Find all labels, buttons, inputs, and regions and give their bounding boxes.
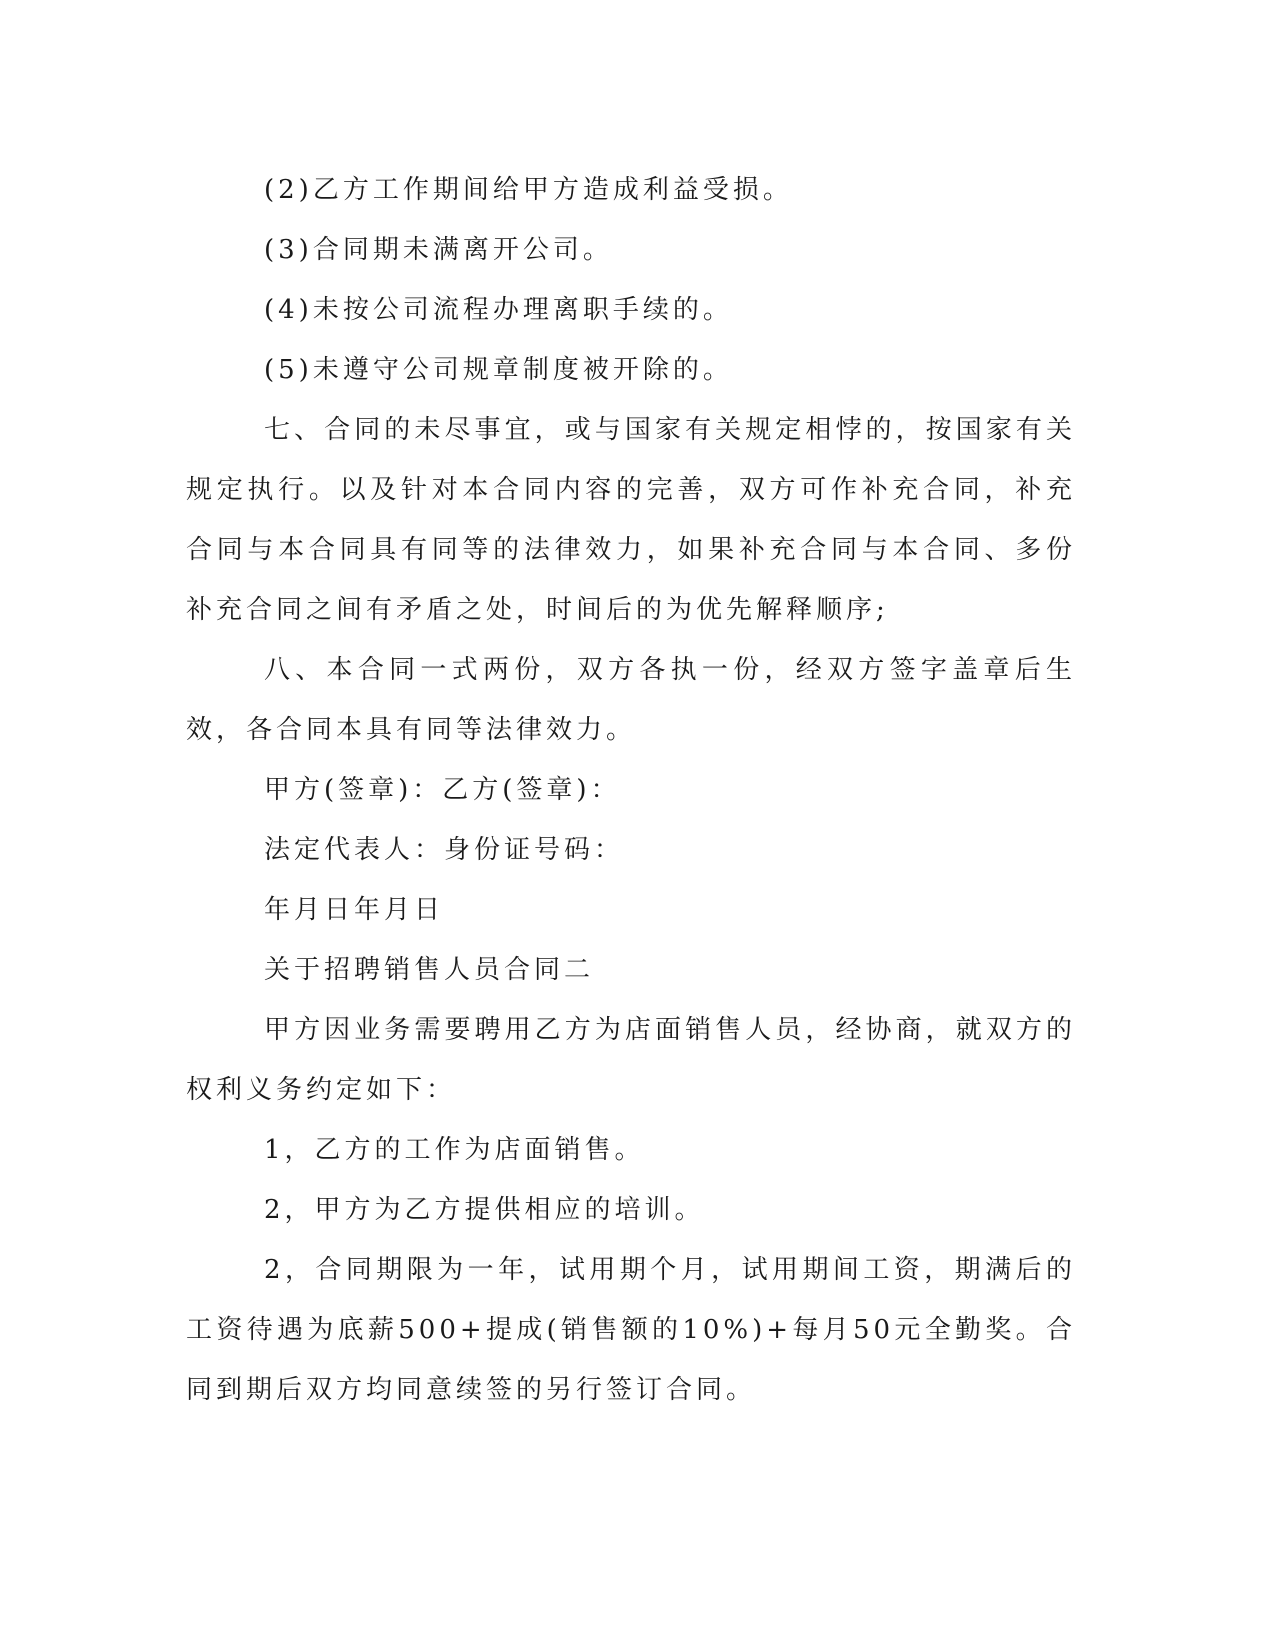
contract-two-intro: 甲方因业务需要聘用乙方为店面销售人员，经协商，就双方的权利义务约定如下： (186, 1015, 1076, 1105)
signature-line: 甲方(签章)：乙方(签章)： (264, 775, 621, 805)
article-8-paragraph: 八、本合同一式两份，双方各执一份，经双方签字盖章后生效，各合同本具有同等法律效力。 (186, 655, 1076, 745)
clause-4-paragraph: (4)未按公司流程办理离职手续的。 (264, 295, 733, 325)
representative-line: 法定代表人：身份证号码： (264, 835, 625, 865)
clause-3-paragraph: (3)合同期未满离开公司。 (264, 235, 613, 265)
document-body (186, 160, 1076, 1420)
clause-5-paragraph: (5)未遵守公司规章制度被开除的。 (264, 355, 733, 385)
contract-two-title: 关于招聘销售人员合同二 (264, 955, 595, 985)
date-line: 年月日年月日 (264, 895, 445, 925)
contract-two-item-1: 1，乙方的工作为店面销售。 (264, 1135, 645, 1165)
article-7-paragraph: 七、合同的未尽事宜，或与国家有关规定相悖的，按国家有关规定执行。以及针对本合同内容的完善，双方可作补充合同，补充合同与本合同具有同等的法律效力，如果补充合同与本合同、多份补充合同之间有矛盾之处，时间后的为优先解释顺序; (186, 415, 1076, 625)
contract-two-item-2: 2，甲方为乙方提供相应的培训。 (264, 1195, 705, 1225)
clause-2-paragraph: (2)乙方工作期间给甲方造成利益受损。 (264, 175, 793, 205)
contract-two-item-term: 2，合同期限为一年，试用期个月，试用期间工资，期满后的工资待遇为底薪500+提成(销售额的10%)+每月50元全勤奖。合同到期后双方均同意续签的另行签订合同。 (186, 1255, 1076, 1405)
